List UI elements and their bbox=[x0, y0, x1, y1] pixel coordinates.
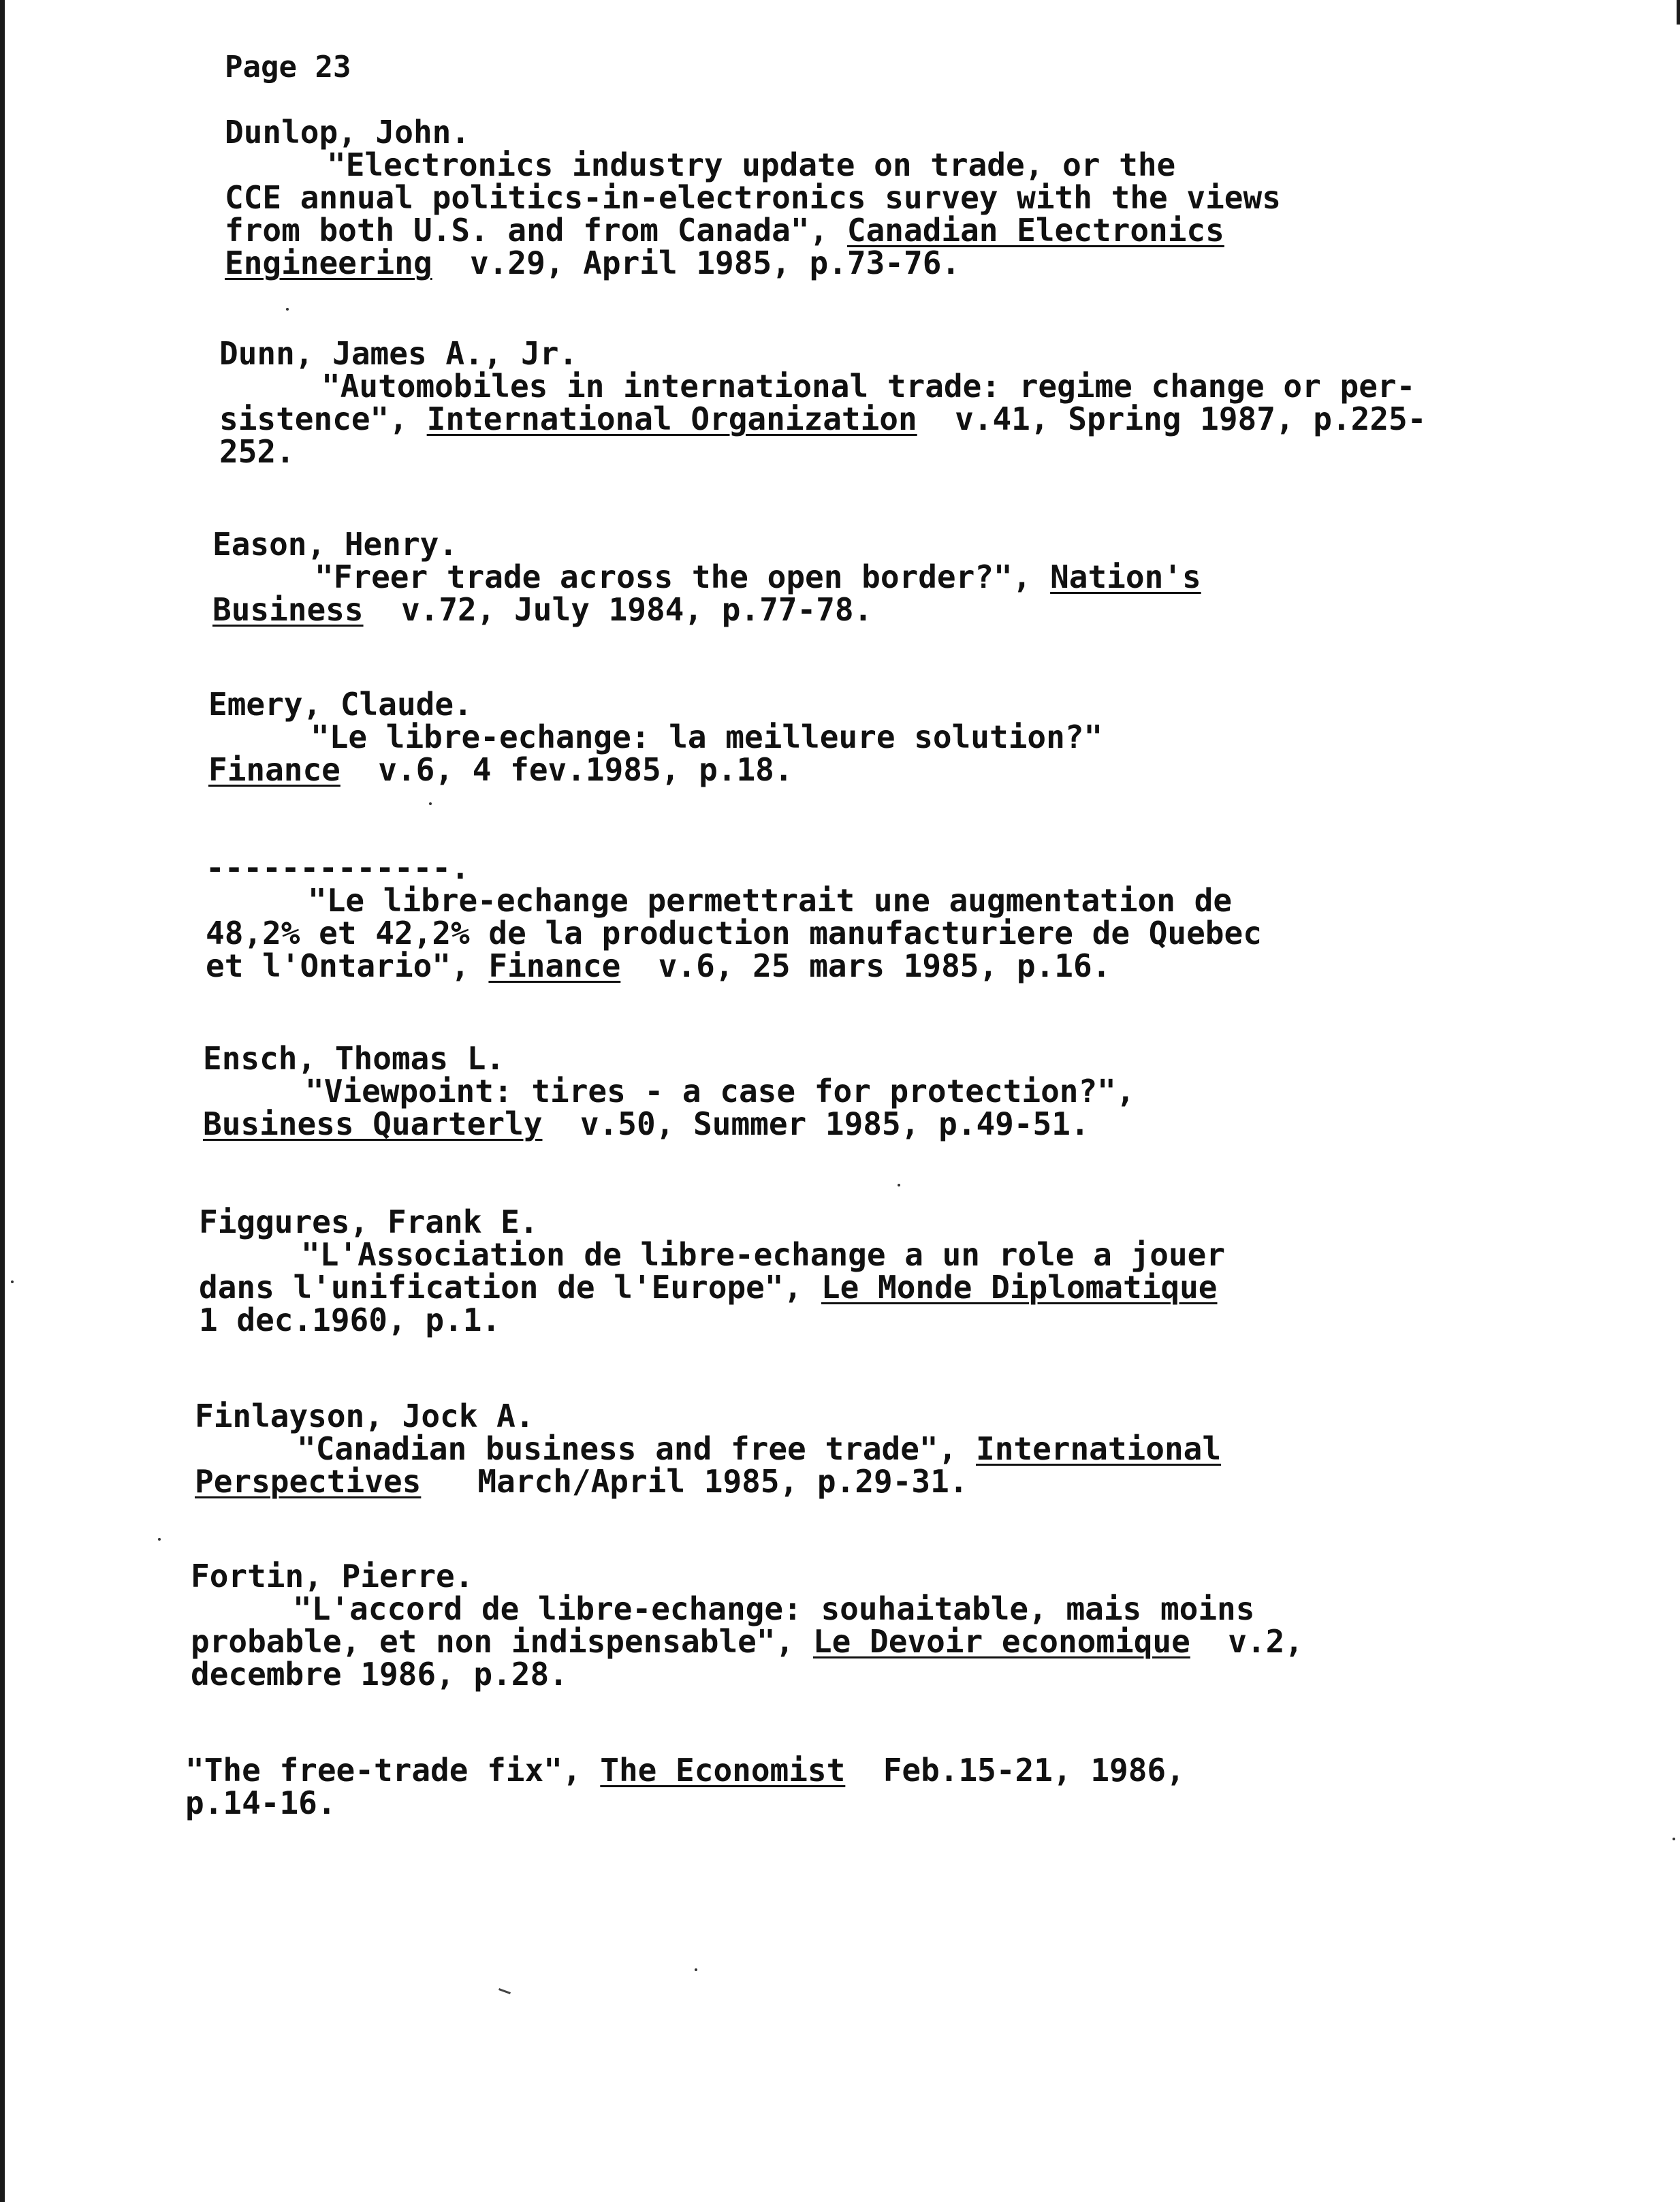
bibliography-entry bbox=[219, 337, 1426, 468]
entry-text-line bbox=[206, 917, 1262, 949]
entry-text: decembre 1986, p.28. bbox=[191, 1656, 568, 1693]
entry-text-line bbox=[219, 400, 1427, 437]
bibliography-entry bbox=[206, 851, 1262, 982]
publication-title: Le Devoir economique bbox=[812, 1623, 1190, 1660]
entry-text-line bbox=[225, 247, 1281, 279]
bibliography-entry bbox=[199, 1206, 1225, 1336]
entry-text: Dunn, James A., Jr. bbox=[219, 335, 578, 372]
entry-text-line bbox=[195, 1432, 1221, 1465]
publication-title: Perspectives bbox=[195, 1463, 422, 1500]
bibliography-entry bbox=[208, 688, 1103, 786]
entry-text-line bbox=[225, 181, 1281, 214]
entry-text: v.50, Summer 1985, p.49-51. bbox=[542, 1105, 1090, 1142]
scan-speck bbox=[286, 308, 289, 311]
entry-author-line bbox=[203, 1042, 1135, 1075]
entry-author-line bbox=[195, 1400, 1221, 1432]
entry-text-line bbox=[212, 561, 1201, 593]
entry-text: "Electronics industry update on trade, or the bbox=[327, 146, 1176, 183]
entry-text-line bbox=[191, 1656, 1303, 1693]
entry-text: et l'Ontario", bbox=[206, 947, 489, 984]
entry-text: "The free-trade fix", bbox=[185, 1752, 601, 1789]
publication-title: International Organization bbox=[426, 400, 917, 437]
entry-text: "Le libre-echange permettrait une augmentation de bbox=[308, 882, 1233, 919]
entry-author-line bbox=[219, 337, 1426, 370]
entry-text-line bbox=[191, 1592, 1303, 1625]
entry-text-line bbox=[212, 593, 1201, 626]
entry-text: v.6, 4 fev.1985, p.18. bbox=[340, 751, 793, 788]
entry-text: CCE annual politics-in-electronics survey with the views bbox=[225, 179, 1281, 216]
publication-title: Finance bbox=[488, 947, 621, 984]
entry-text: 48,2% et 42,2% de la production manufacturiere de Quebec bbox=[206, 915, 1262, 951]
entry-text-line bbox=[208, 721, 1103, 753]
publication-title: The Economist bbox=[600, 1752, 846, 1789]
publication-title: Nation's bbox=[1050, 559, 1201, 595]
entry-text-line bbox=[206, 884, 1262, 917]
publication-title: International bbox=[976, 1430, 1222, 1467]
entry-text: "Viewpoint: tires - a case for protection?", bbox=[305, 1073, 1135, 1110]
scan-left-edge bbox=[0, 0, 5, 2202]
scan-speck bbox=[898, 1184, 900, 1186]
entry-text: Emery, Claude. bbox=[208, 686, 473, 723]
entry-text: v.2, bbox=[1190, 1623, 1303, 1660]
entry-text: Eason, Henry. bbox=[212, 526, 458, 563]
entry-text-line bbox=[185, 1784, 1185, 1821]
entry-text: "Le libre-echange: la meilleure solution?" bbox=[311, 719, 1103, 755]
entry-text-line bbox=[191, 1625, 1303, 1658]
entry-text: "Freer trade across the open border?", bbox=[315, 559, 1051, 595]
entry-text: Dunlop, John. bbox=[225, 114, 471, 151]
entry-author-line bbox=[185, 1754, 1185, 1787]
scan-speck bbox=[158, 1538, 161, 1541]
entry-text: v.72, July 1984, p.77-78. bbox=[363, 591, 873, 628]
entry-text-line bbox=[199, 1271, 1225, 1304]
bibliography-entry bbox=[185, 1754, 1185, 1819]
entry-text: "Canadian business and free trade", bbox=[297, 1430, 976, 1467]
entry-text: 1 dec.1960, p.1. bbox=[199, 1302, 501, 1338]
entry-author-line bbox=[212, 528, 1201, 561]
entry-text: dans l'unification de l'Europe", bbox=[199, 1269, 821, 1306]
entry-text: from both U.S. and from Canada", bbox=[225, 212, 847, 249]
entry-author-line bbox=[199, 1206, 1225, 1238]
entry-text: "L'accord de libre-echange: souhaitable, mais moins bbox=[293, 1590, 1255, 1627]
scan-speck bbox=[11, 1280, 14, 1283]
entry-text: "L'Association de libre-echange a un role a jouer bbox=[301, 1236, 1226, 1273]
entry-text-line bbox=[199, 1238, 1225, 1271]
entry-text: Ensch, Thomas L. bbox=[203, 1040, 505, 1077]
entry-author-line bbox=[225, 114, 1281, 151]
page-number: Page 23 bbox=[225, 50, 351, 84]
entry-text: 252. bbox=[219, 433, 295, 470]
entry-text-line bbox=[203, 1073, 1135, 1110]
bibliography-entry bbox=[212, 528, 1201, 626]
publication-title: Canadian Electronics bbox=[846, 212, 1224, 249]
entry-text: v.41, Spring 1987, p.225- bbox=[917, 400, 1427, 437]
entry-text: Finlayson, Jock A. bbox=[195, 1398, 535, 1434]
scan-right-edge bbox=[1677, 0, 1680, 25]
entry-text: -------------. bbox=[206, 849, 470, 886]
publication-title: Engineering bbox=[225, 245, 432, 281]
publication-title: Finance bbox=[208, 751, 340, 788]
entry-text: p.14-16. bbox=[185, 1784, 336, 1821]
entry-text-line bbox=[219, 435, 1426, 468]
scan-mark bbox=[498, 1988, 511, 1994]
entry-author-line bbox=[191, 1560, 1303, 1592]
entry-author-line bbox=[208, 688, 1103, 721]
entry-text-line bbox=[199, 1304, 1225, 1336]
entry-text: Feb.15-21, 1986, bbox=[845, 1752, 1185, 1789]
scan-speck bbox=[1673, 1838, 1675, 1840]
scan-speck bbox=[695, 1968, 697, 1971]
entry-text-line bbox=[203, 1107, 1135, 1140]
bibliography-entry bbox=[195, 1400, 1221, 1498]
entry-author-line bbox=[206, 851, 1262, 884]
entry-text: Fortin, Pierre. bbox=[191, 1558, 474, 1594]
bibliography-entry bbox=[225, 116, 1281, 279]
entry-text: "Automobiles in international trade: regime change or per- bbox=[321, 368, 1416, 405]
entry-text: v.6, 25 mars 1985, p.16. bbox=[620, 947, 1111, 984]
entry-text-line bbox=[195, 1465, 1221, 1498]
entry-text: probable, et non indispensable", bbox=[191, 1623, 813, 1660]
entry-text-line bbox=[219, 370, 1426, 403]
entry-text: sistence", bbox=[219, 400, 427, 437]
scan-speck bbox=[429, 802, 432, 805]
entry-text-line bbox=[225, 148, 1281, 181]
publication-title: Business Quarterly bbox=[203, 1105, 543, 1142]
entry-text-line bbox=[208, 753, 1103, 786]
entry-text: v.29, April 1985, p.73-76. bbox=[432, 245, 961, 281]
publication-title: Le Monde Diplomatique bbox=[821, 1269, 1218, 1306]
entry-text-line bbox=[225, 214, 1281, 247]
bibliography-entry bbox=[191, 1558, 1303, 1693]
entry-text: March/April 1985, p.29-31. bbox=[421, 1463, 968, 1500]
entry-text: Figgures, Frank E. bbox=[199, 1204, 539, 1240]
entry-text-line bbox=[206, 949, 1262, 982]
bibliography-entry bbox=[203, 1042, 1135, 1140]
publication-title: Business bbox=[212, 591, 364, 628]
